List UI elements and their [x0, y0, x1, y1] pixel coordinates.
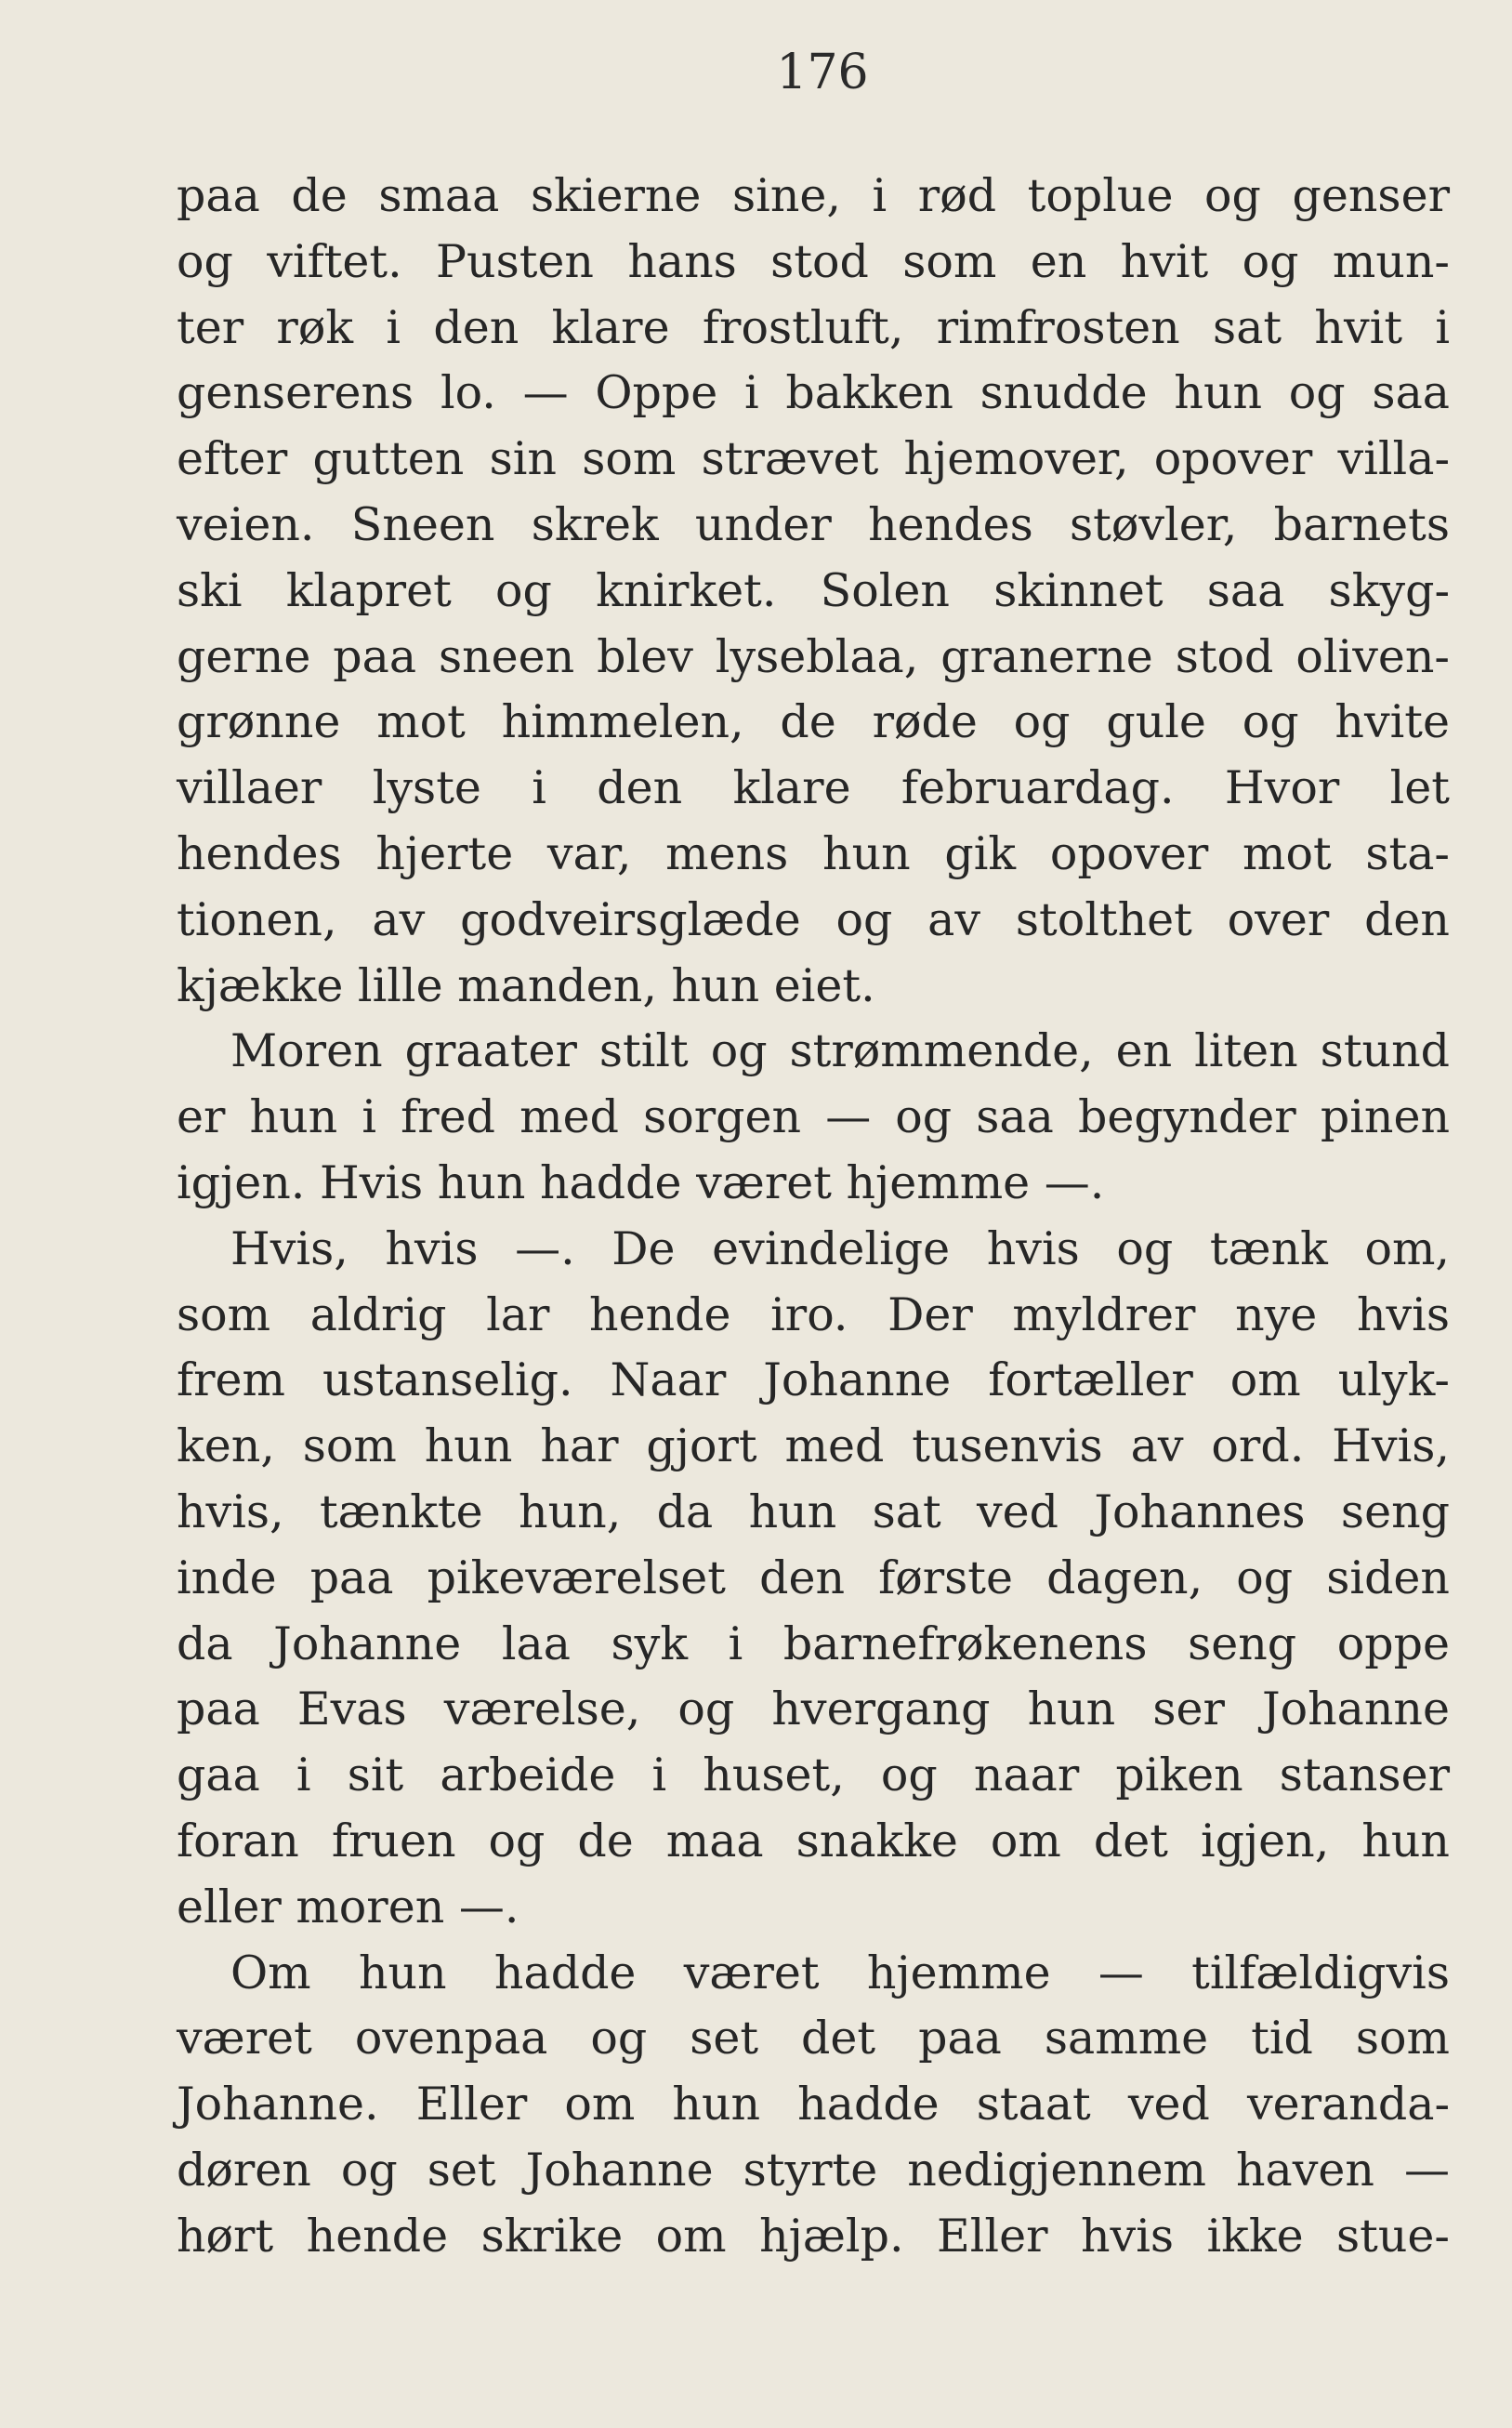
- page-number: 176: [776, 45, 869, 100]
- text-line: som aldrig lar hende iro. Der myldrer nye hvis: [177, 1287, 1450, 1341]
- text-line: kjække lille manden, hun eiet.: [177, 958, 875, 1012]
- text-line: frem ustanselig. Naar Johanne fortæller om ulyk-: [177, 1353, 1450, 1407]
- text-line: ter røk i den klare frostluft, rimfrosten sat hvit i: [177, 300, 1450, 354]
- text-line: paa de smaa skierne sine, i rød toplue og genser: [177, 169, 1450, 222]
- text-line: ski klapret og knirket. Solen skinnet saa skyg-: [177, 563, 1450, 617]
- text-line: da Johanne laa syk i barnefrøkenens seng oppe: [177, 1616, 1450, 1670]
- text-line: paa Evas værelse, og hvergang hun ser Johanne: [177, 1682, 1450, 1736]
- text-line: villaer lyste i den klare februardag. Hvor let: [177, 761, 1450, 815]
- text-line: gaa i sit arbeide i huset, og naar piken stanser: [177, 1748, 1450, 1802]
- text-line: hendes hjerte var, mens hun gik opover mot sta-: [177, 826, 1450, 880]
- text-line: er hun i fred med sorgen — og saa begynder pinen: [177, 1090, 1450, 1144]
- text-line: døren og set Johanne styrte nedigjennem haven —: [177, 2143, 1450, 2197]
- text-line: igjen. Hvis hun hadde været hjemme —.: [177, 1155, 1105, 1209]
- text-line: efter gutten sin som strævet hjemover, opover villa-: [177, 432, 1450, 486]
- text-line: grønne mot himmelen, de røde og gule og hvite: [177, 695, 1450, 749]
- text-line: Hvis, hvis —. De evindelige hvis og tænk om,: [230, 1221, 1450, 1275]
- text-line: Johanne. Eller om hun hadde staat ved veranda-: [177, 2078, 1450, 2131]
- text-line: og viftet. Pusten hans stod som en hvit og mun-: [177, 234, 1450, 288]
- text-line: ken, som hun har gjort med tusenvis av ord. Hvis,: [177, 1419, 1450, 1473]
- text-line: Om hun hadde været hjemme — tilfældigvis: [230, 1946, 1450, 1999]
- text-line: foran fruen og de maa snakke om det igjen, hun: [177, 1814, 1450, 1867]
- body-text: [177, 164, 1450, 2270]
- text-line: veien. Sneen skrek under hendes støvler, barnets: [177, 497, 1450, 551]
- text-line: eller moren —.: [177, 1880, 519, 1933]
- text-line: tionen, av godveirsglæde og av stolthet over den: [177, 892, 1450, 946]
- text-line: inde paa pikeværelset den første dagen, og siden: [177, 1550, 1450, 1604]
- text-line: været ovenpaa og set det paa samme tid som: [177, 2012, 1450, 2065]
- text-line: Moren graater stilt og strømmende, en liten stund: [230, 1024, 1450, 1078]
- text-line: hvis, tænkte hun, da hun sat ved Johannes seng: [177, 1485, 1450, 1538]
- text-line: hørt hende skrike om hjælp. Eller hvis ikke stue-: [177, 2209, 1450, 2263]
- text-line: genserens lo. — Oppe i bakken snudde hun og saa: [177, 366, 1450, 420]
- text-line: gerne paa sneen blev lyseblaa, granerne stod oliven-: [177, 629, 1450, 683]
